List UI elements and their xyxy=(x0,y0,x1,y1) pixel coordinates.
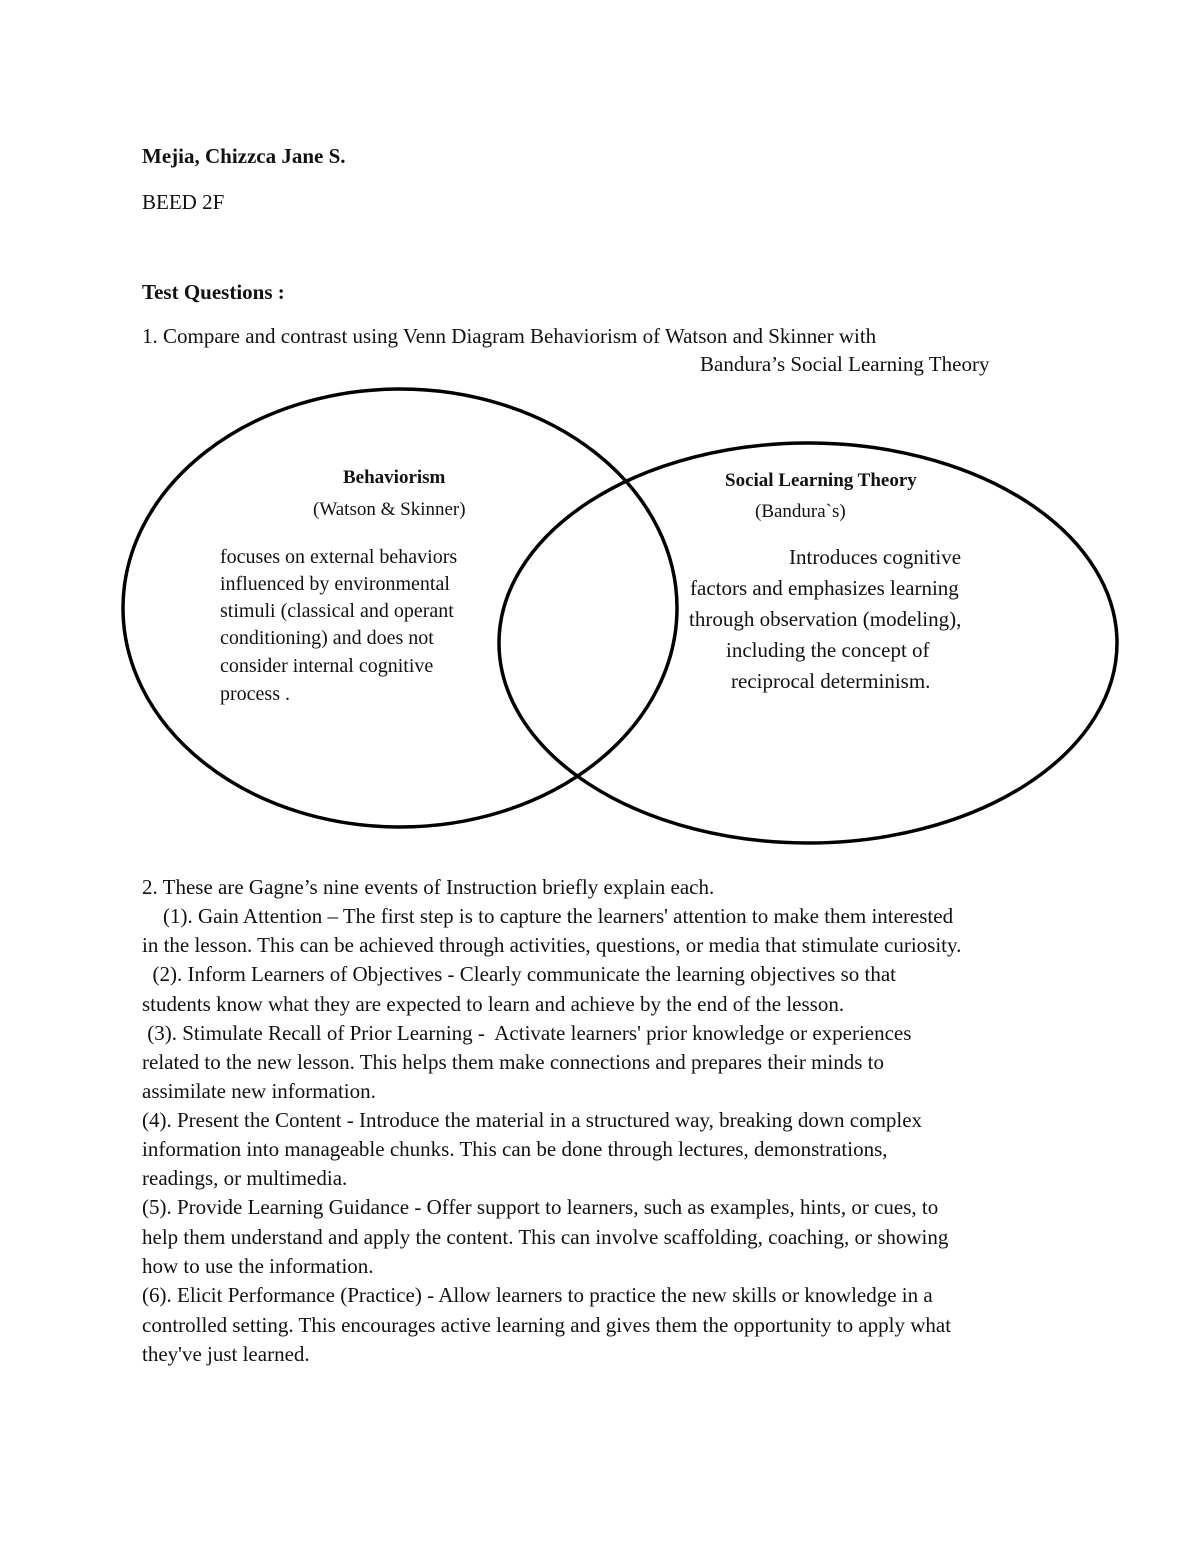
venn-left-body-line: conditioning) and does not xyxy=(220,627,434,649)
question2-line: (6). Elicit Performance (Practice) - Allow learners to practice the new skills or knowledge in a xyxy=(142,1283,933,1307)
question2-line: (3). Stimulate Recall of Prior Learning - Activate learners' prior knowledge or experiences xyxy=(142,1021,912,1045)
venn-left-body-line: process . xyxy=(220,683,290,705)
venn-right-body-line: including the concept of xyxy=(726,638,930,662)
question2-line: how to use the information. xyxy=(142,1254,374,1278)
question2-intro: 2. These are Gagne’s nine events of Instruction briefly explain each. xyxy=(142,875,715,899)
question2-line: in the lesson. This can be achieved through activities, questions, or media that stimulate curiosity. xyxy=(142,933,962,957)
student-name: Mejia, Chizzca Jane S. xyxy=(142,144,346,168)
question2-line: (1). Gain Attention – The first step is to capture the learners' attention to make them interested xyxy=(142,904,954,928)
test-questions-heading: Test Questions : xyxy=(142,280,285,304)
question2-line: students know what they are expected to learn and achieve by the end of the lesson. xyxy=(142,992,845,1016)
venn-left-body-line: focuses on external behaviors xyxy=(220,546,458,568)
question2-line: help them understand and apply the content. This can involve scaffolding, coaching, or showing xyxy=(142,1225,949,1249)
venn-right-heading: Social Learning Theory xyxy=(725,470,917,491)
question2-line: controlled setting. This encourages active learning and gives them the opportunity to apply what xyxy=(142,1313,952,1337)
section-label: BEED 2F xyxy=(142,190,225,214)
question1-line1: 1. Compare and contrast using Venn Diagram Behaviorism of Watson and Skinner with xyxy=(142,324,877,348)
question2-line: related to the new lesson. This helps them make connections and prepares their minds to xyxy=(142,1050,885,1074)
question2-line: (2). Inform Learners of Objectives - Clearly communicate the learning objectives so that xyxy=(142,962,896,986)
question2-line: they've just learned. xyxy=(142,1342,310,1366)
venn-right-body-line: factors and emphasizes learning xyxy=(690,576,959,600)
venn-left-subheading: (Watson & Skinner) xyxy=(313,499,466,520)
venn-left-body-line: stimuli (classical and operant xyxy=(220,600,454,622)
question2-line: information into manageable chunks. This can be done through lectures, demonstrations, xyxy=(142,1137,888,1161)
venn-left-body-line: influenced by environmental xyxy=(220,573,450,595)
venn-right-subheading: (Bandura`s) xyxy=(755,501,846,522)
question2-line: (5). Provide Learning Guidance - Offer support to learners, such as examples, hints, or cues, to xyxy=(142,1195,939,1219)
venn-left-heading: Behaviorism xyxy=(343,467,446,488)
question2-line: readings, or multimedia. xyxy=(142,1166,348,1190)
venn-right-body-line: Introduces cognitive xyxy=(789,545,962,569)
question2-line: (4). Present the Content - Introduce the material in a structured way, breaking down complex xyxy=(142,1108,923,1132)
venn-right-body-line: through observation (modeling), xyxy=(689,607,962,631)
venn-right-body-line: reciprocal determinism. xyxy=(731,669,931,693)
question1-line2: Bandura’s Social Learning Theory xyxy=(700,352,990,376)
question2-line: assimilate new information. xyxy=(142,1079,376,1103)
venn-left-body-line: consider internal cognitive xyxy=(220,655,434,677)
